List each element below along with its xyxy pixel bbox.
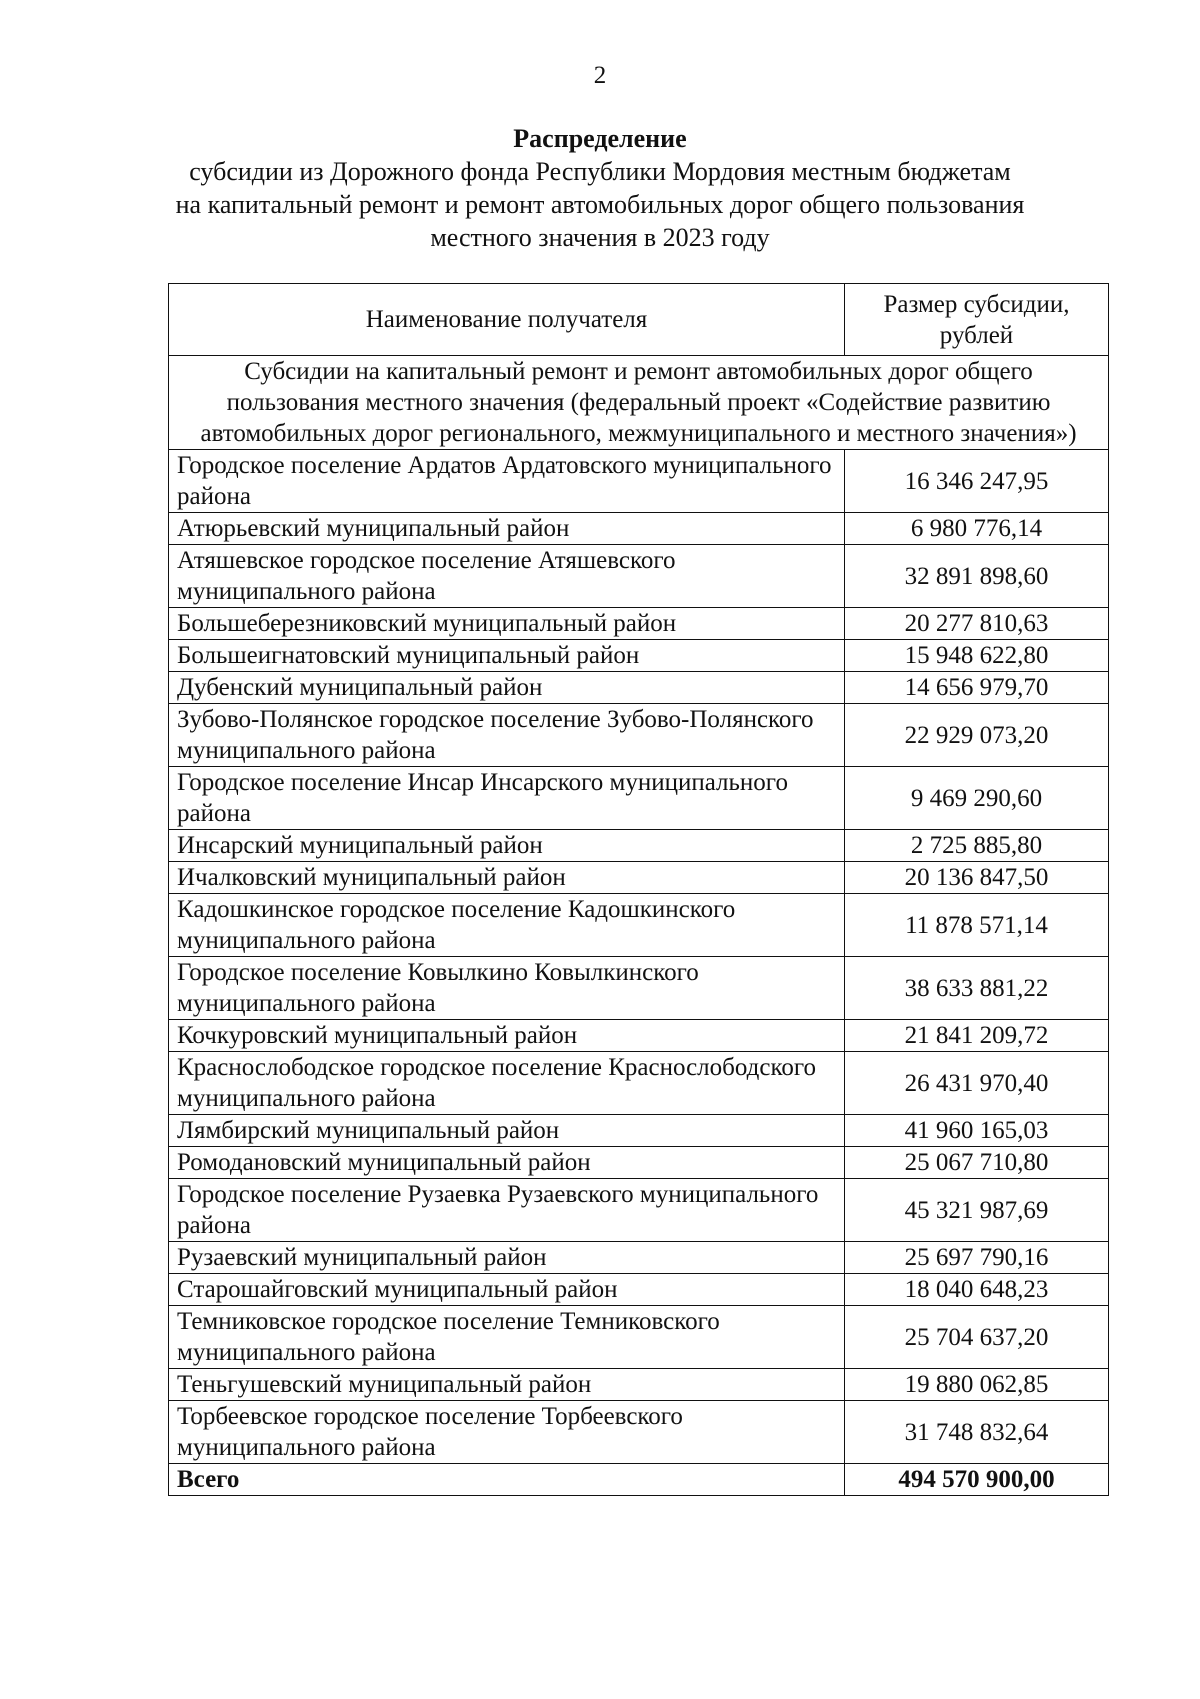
recipient-name: Кадошкинское городское поселение Кадошкинского муниципального района xyxy=(169,894,845,957)
subsidy-amount: 25 067 710,80 xyxy=(845,1147,1109,1179)
recipient-name: Городское поселение Ардатов Ардатовского муниципального района xyxy=(169,450,845,513)
document-title: Распределение xyxy=(513,124,687,153)
section-title: Субсидии на капитальный ремонт и ремонт автомобильных дорог общего пользования местного значения (федеральный проект «Содействие развитию автомобильных дорог регионального, межмуниципального и местного значения») xyxy=(169,356,1109,450)
recipient-name: Теньгушевский муниципальный район xyxy=(169,1369,845,1401)
recipient-name: Старошайговский муниципальный район xyxy=(169,1274,845,1306)
subsidy-amount: 25 697 790,16 xyxy=(845,1242,1109,1274)
table-row xyxy=(169,450,1109,513)
column-header-amount: Размер субсидии, рублей xyxy=(845,284,1109,356)
table-row xyxy=(169,1369,1109,1401)
recipient-name: Краснослободское городское поселение Краснослободского муниципального района xyxy=(169,1052,845,1115)
subsidy-amount: 15 948 622,80 xyxy=(845,640,1109,672)
table-row xyxy=(169,1306,1109,1369)
subsidy-amount: 11 878 571,14 xyxy=(845,894,1109,957)
section-row xyxy=(169,356,1109,450)
recipient-name: Лямбирский муниципальный район xyxy=(169,1115,845,1147)
recipient-name: Дубенский муниципальный район xyxy=(169,672,845,704)
recipient-name: Кочкуровский муниципальный район xyxy=(169,1020,845,1052)
subsidy-amount: 2 725 885,80 xyxy=(845,830,1109,862)
table-row xyxy=(169,1147,1109,1179)
document-subtitle-line: субсидии из Дорожного фонда Республики Мордовия местным бюджетам xyxy=(189,157,1011,186)
subsidy-amount: 22 929 073,20 xyxy=(845,704,1109,767)
recipient-name: Городское поселение Инсар Инсарского муниципального района xyxy=(169,767,845,830)
table-row xyxy=(169,894,1109,957)
subsidy-amount: 45 321 987,69 xyxy=(845,1179,1109,1242)
subsidy-amount: 25 704 637,20 xyxy=(845,1306,1109,1369)
subsidy-table xyxy=(168,283,1109,1496)
recipient-name: Рузаевский муниципальный район xyxy=(169,1242,845,1274)
page-number: 2 xyxy=(593,62,607,89)
document-subtitle-line: местного значения в 2023 году xyxy=(430,223,770,252)
subsidy-amount: 32 891 898,60 xyxy=(845,545,1109,608)
recipient-name: Городское поселение Рузаевка Рузаевского муниципального района xyxy=(169,1179,845,1242)
recipient-name: Атюрьевский муниципальный район xyxy=(169,513,845,545)
table-row xyxy=(169,1052,1109,1115)
total-row xyxy=(169,1464,1109,1496)
table-row xyxy=(169,1179,1109,1242)
total-amount: 494 570 900,00 xyxy=(845,1464,1109,1496)
document-heading xyxy=(100,122,1100,254)
table-row xyxy=(169,830,1109,862)
subsidy-amount: 41 960 165,03 xyxy=(845,1115,1109,1147)
recipient-name: Инсарский муниципальный район xyxy=(169,830,845,862)
table-row xyxy=(169,513,1109,545)
recipient-name: Городское поселение Ковылкино Ковылкинского муниципального района xyxy=(169,957,845,1020)
table-row xyxy=(169,1020,1109,1052)
subsidy-amount: 18 040 648,23 xyxy=(845,1274,1109,1306)
recipient-name: Темниковское городское поселение Темниковского муниципального района xyxy=(169,1306,845,1369)
subsidy-amount: 20 277 810,63 xyxy=(845,608,1109,640)
recipient-name: Ичалковский муниципальный район xyxy=(169,862,845,894)
table-row xyxy=(169,640,1109,672)
subsidy-amount: 31 748 832,64 xyxy=(845,1401,1109,1464)
recipient-name: Атяшевское городское поселение Атяшевского муниципального района xyxy=(169,545,845,608)
table-row xyxy=(169,862,1109,894)
recipient-name: Ромодановский муниципальный район xyxy=(169,1147,845,1179)
table-row xyxy=(169,608,1109,640)
subsidy-amount: 38 633 881,22 xyxy=(845,957,1109,1020)
recipient-name: Большеберезниковский муниципальный район xyxy=(169,608,845,640)
table-row xyxy=(169,767,1109,830)
table-row xyxy=(169,1401,1109,1464)
subsidy-amount: 21 841 209,72 xyxy=(845,1020,1109,1052)
recipient-name: Большеигнатовский муниципальный район xyxy=(169,640,845,672)
table-row xyxy=(169,1242,1109,1274)
table-row xyxy=(169,957,1109,1020)
document-subtitle-line: на капитальный ремонт и ремонт автомобильных дорог общего пользования xyxy=(175,190,1025,219)
subsidy-amount: 9 469 290,60 xyxy=(845,767,1109,830)
table-row xyxy=(169,1274,1109,1306)
subsidy-amount: 19 880 062,85 xyxy=(845,1369,1109,1401)
subsidy-amount: 6 980 776,14 xyxy=(845,513,1109,545)
recipient-name: Зубово-Полянское городское поселение Зубово-Полянского муниципального района xyxy=(169,704,845,767)
table-row xyxy=(169,704,1109,767)
recipient-name: Торбеевское городское поселение Торбеевского муниципального района xyxy=(169,1401,845,1464)
column-header-name: Наименование получателя xyxy=(169,284,845,356)
table-body xyxy=(169,356,1109,1496)
table-header-row xyxy=(169,284,1109,356)
table-row xyxy=(169,672,1109,704)
subsidy-amount: 20 136 847,50 xyxy=(845,862,1109,894)
total-label: Всего xyxy=(169,1464,845,1496)
table-row xyxy=(169,545,1109,608)
subsidy-amount: 16 346 247,95 xyxy=(845,450,1109,513)
subsidy-amount: 26 431 970,40 xyxy=(845,1052,1109,1115)
table-row xyxy=(169,1115,1109,1147)
subsidy-amount: 14 656 979,70 xyxy=(845,672,1109,704)
